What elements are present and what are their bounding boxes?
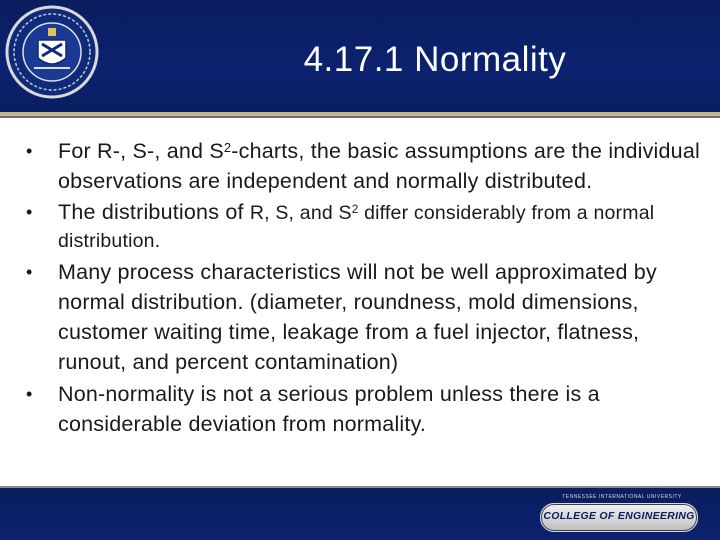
college-badge: [540, 503, 698, 532]
bullet-text: For R-, S-, and S: [58, 139, 224, 163]
bullet-item-1: [26, 136, 706, 196]
superscript: 2: [351, 203, 359, 216]
superscript: 2: [223, 140, 232, 155]
bullet-list: [26, 136, 706, 441]
bullet-text: The distributions of: [58, 200, 250, 224]
bullet-item-2: [26, 198, 706, 255]
bullet-text-cont: -charts, the basic assumptions are the individual observations are independent and normally distributed.: [58, 139, 700, 193]
bullet-text: Non-normality is not a serious problem unless there is a considerable deviation from normality.: [58, 382, 600, 436]
bullet-text-vars: R, S, and S: [249, 202, 352, 224]
slide-title: 4.17.1 Normality: [303, 40, 567, 79]
bullet-glyph: •: [26, 262, 33, 282]
bullet-item-3: [26, 257, 706, 377]
bullet-glyph: •: [26, 141, 33, 161]
university-seal-icon: [4, 4, 100, 100]
college-badge-text: COLLEGE OF ENGINEERING: [543, 510, 695, 522]
bullet-glyph: •: [26, 202, 33, 222]
bullet-item-4: [26, 379, 706, 439]
header-gray-rule: [0, 116, 720, 118]
bullet-text: Many process characteristics will not be well approximated by normal distribution. (diameter, roundness, mold dimensions, customer waiting time, leakage from a fuel injector, flatness, runout, and percent contamination): [58, 260, 657, 374]
footer-subtext: TENNESSEE INTERNATIONAL UNIVERSITY: [562, 494, 682, 500]
bullet-glyph: •: [26, 384, 33, 404]
bullet-text-cont: differ considerably from a normal distribution.: [58, 202, 655, 252]
